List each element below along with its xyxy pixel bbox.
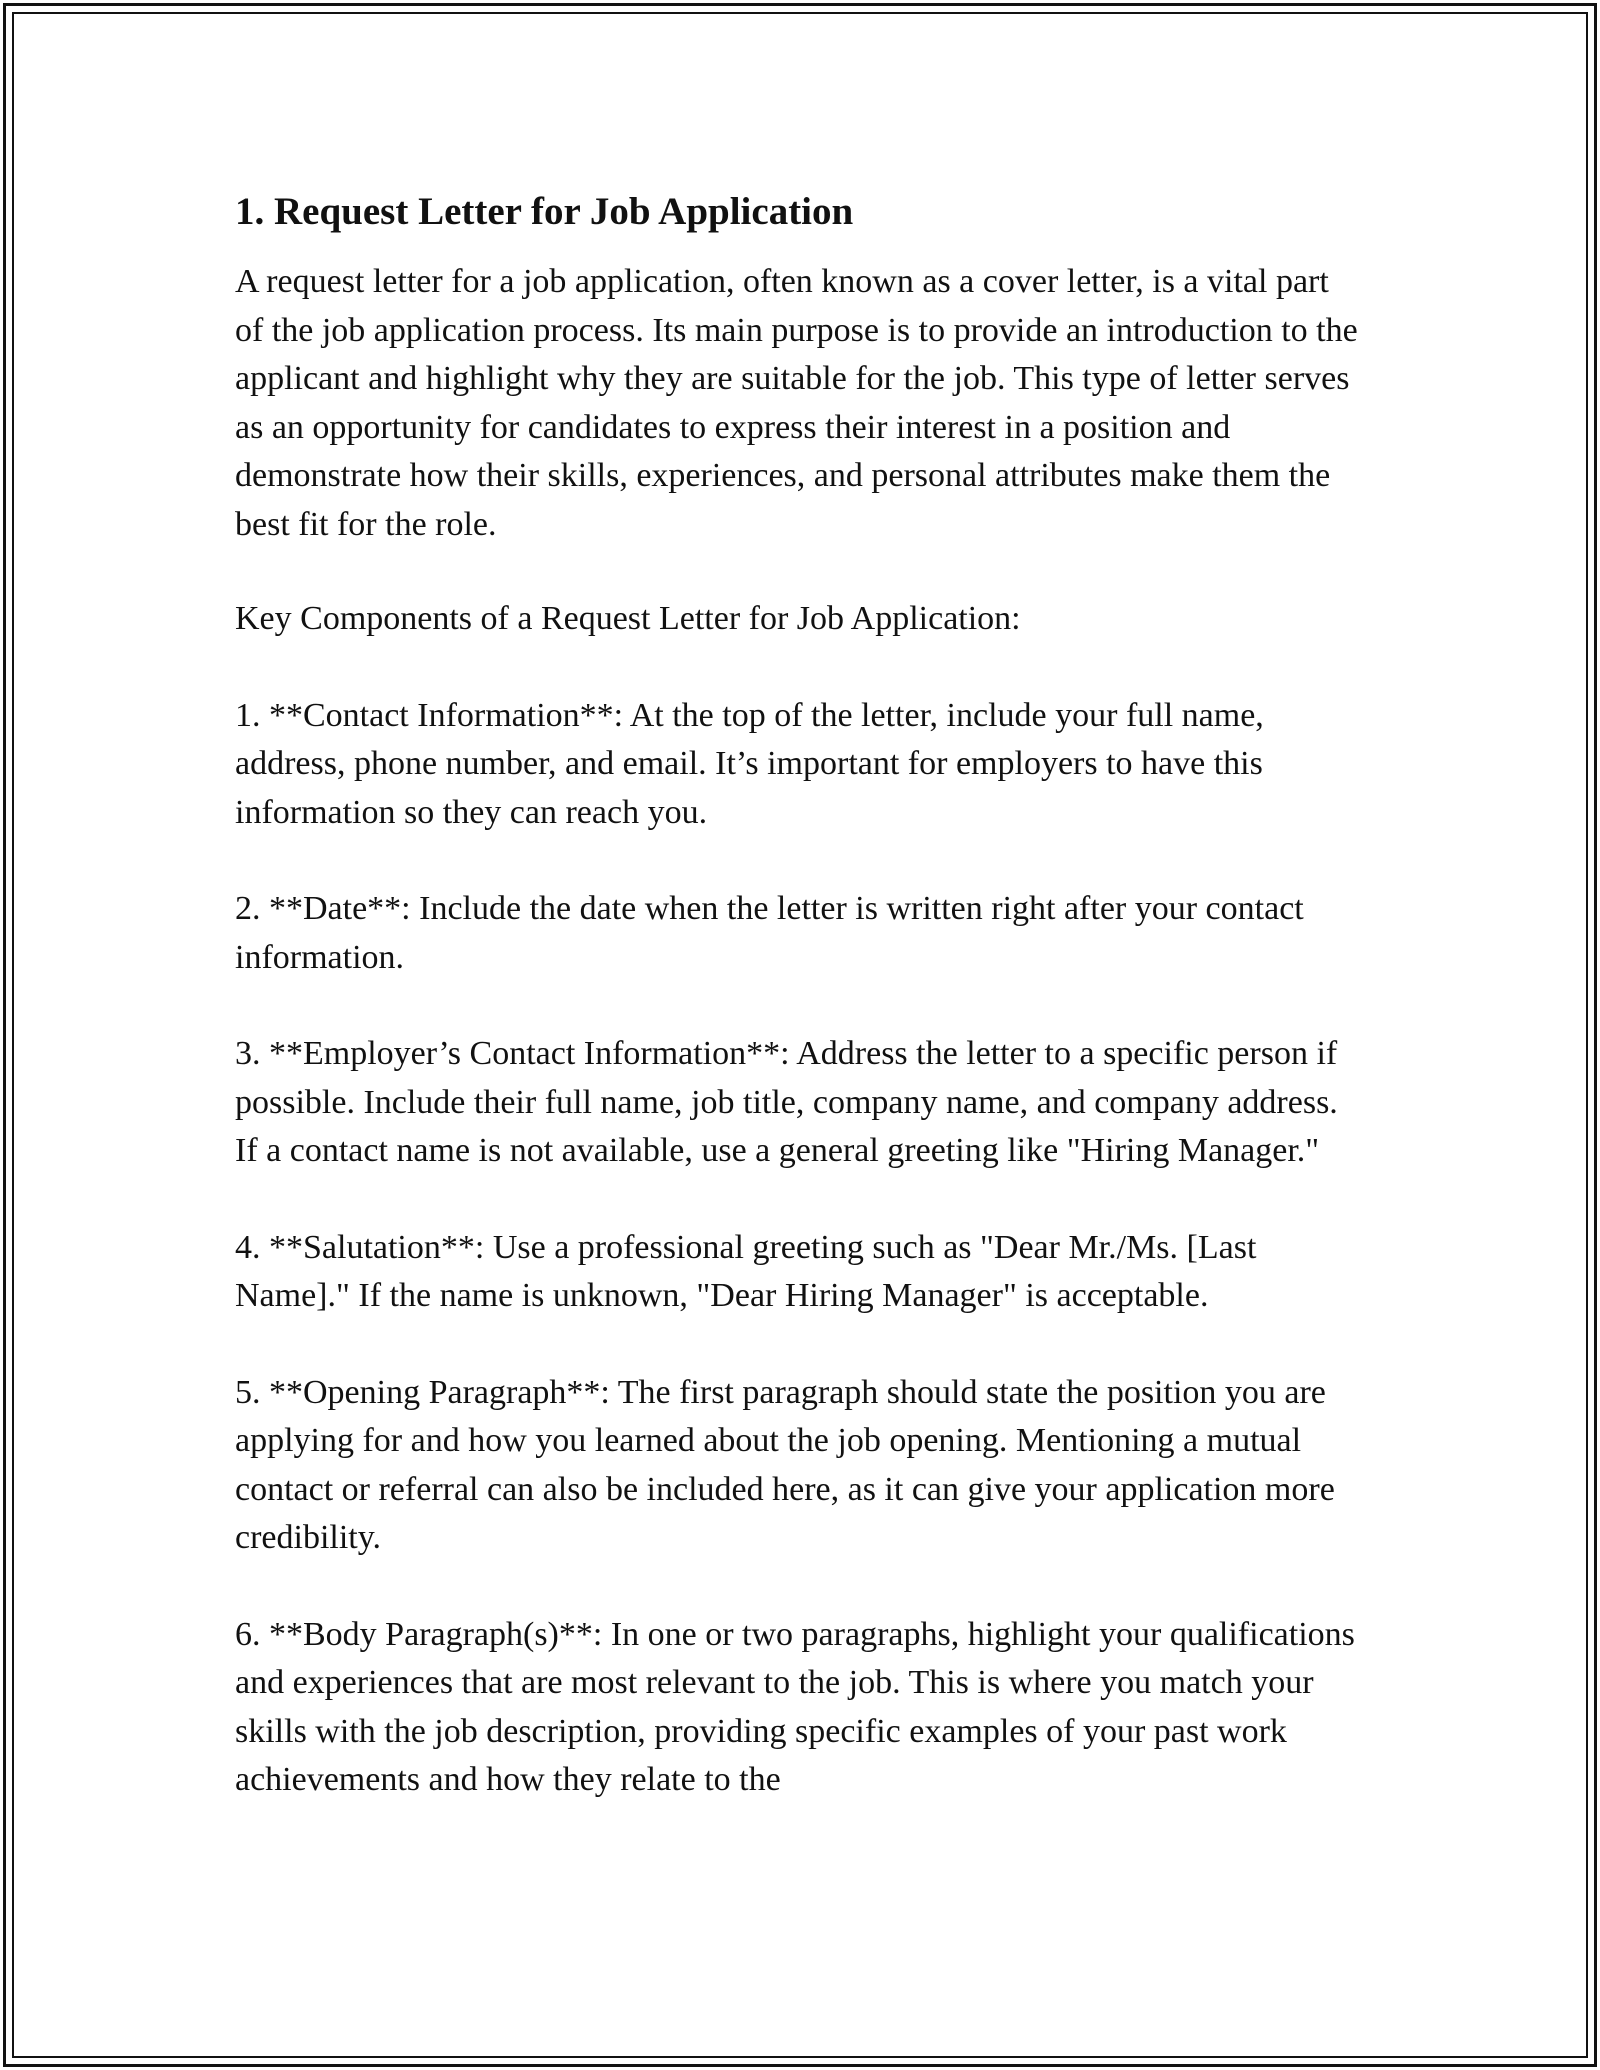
component-contact-information: 1. **Contact Information**: At the top of the letter, include your full name, address, phone number, and email. It’s important for employers to have this information so they can reach you. (235, 696, 1264, 831)
component-opening-paragraph: 5. **Opening Paragraph**: The first paragraph should state the position you are applying for and how you learned about the job opening. Mentioning a mutual contact or referral can also be included here, as it can give your application more credibility. (235, 1373, 1335, 1556)
document-body (235, 186, 1365, 1853)
section-heading: 1. Request Letter for Job Application (235, 190, 854, 233)
component-employer-contact-information: 3. **Employer’s Contact Information**: Address the letter to a specific person if possible. Include their full name, job title, company name, and company address. If a contact name is not available, use a general greeting like "Hiring Manager." (235, 1035, 1338, 1169)
components-intro-line: Key Components of a Request Letter for Job Application: (235, 600, 1021, 637)
component-body-paragraphs: 6. **Body Paragraph(s)**: In one or two paragraphs, highlight your qualifications and experiences that are most relevant to the job. This is where you match your skills with the job description, providing specific examples of your past work achievements and how they relate to the (235, 1615, 1355, 1798)
intro-paragraph: A request letter for a job application, often known as a cover letter, is a vital part of the job application process. Its main purpose is to provide an introduction to the applicant and highlight why they are suitable for the job. This type of letter serves as an opportunity for candidates to express their interest in a position and demonstrate how their skills, experiences, and personal attributes make them the best fit for the role. (235, 263, 1358, 543)
component-date: 2. **Date**: Include the date when the letter is written right after your contact information. (235, 890, 1304, 976)
component-salutation: 4. **Salutation**: Use a professional greeting such as "Dear Mr./Ms. [Last Name]." If the name is unknown, "Dear Hiring Manager" is acceptable. (235, 1228, 1257, 1314)
